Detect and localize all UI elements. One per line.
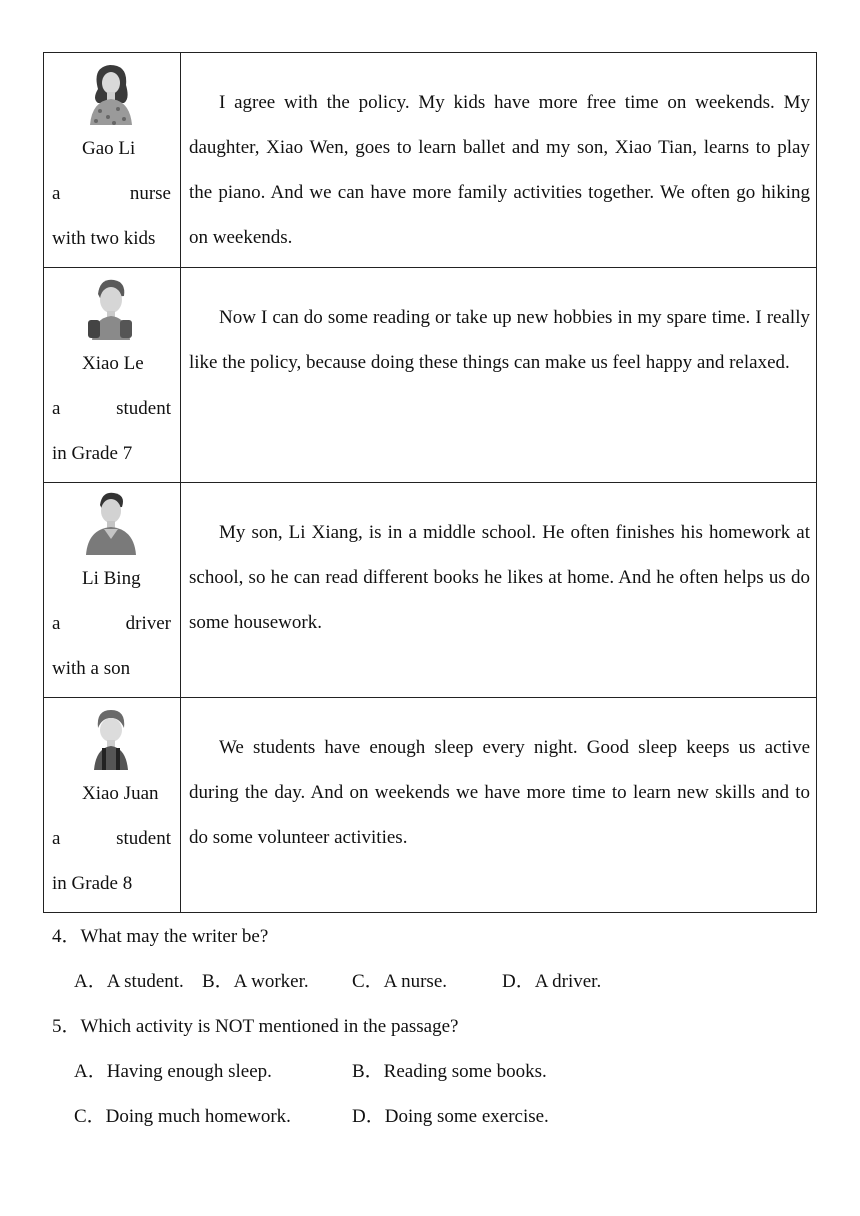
person-desc-line1: a driver [52,613,171,634]
table-row [44,53,817,268]
person-desc-line2: with two kids [52,228,156,249]
person-name: Xiao Le [82,353,144,374]
person-desc-line2: in Grade 7 [52,443,133,464]
person-desc-line1: a student [52,398,171,419]
quote-cell [181,483,817,698]
quote-cell [181,698,817,913]
question-5: 5．Which activity is NOT mentioned in the passage? [52,1016,459,1037]
person-name: Gao Li [82,138,136,159]
question-5-option-d[interactable]: D．Doing some exercise. [352,1106,549,1127]
question-4-option-a[interactable]: A．A student. [74,971,184,992]
person-desc-line2: in Grade 8 [52,873,133,894]
man-portrait-icon [80,489,142,555]
boy-with-backpack-icon [80,274,142,340]
table-row [44,483,817,698]
quote-cell [181,268,817,483]
quote-cell [181,53,817,268]
quote-text: My son, Li Xiang, is in a middle school. He often finishes his homework at school, so he can read different books he likes at home. And he often helps us do some housework. [189,522,810,633]
girl-with-backpack-icon [80,704,142,770]
woman-portrait-icon [80,59,142,125]
question-5-option-a[interactable]: A．Having enough sleep. [74,1061,272,1082]
quote-text: We students have enough sleep every night. Good sleep keeps us active during the day. And on weekends we have more time to learn new skills and to do some volunteer activities. [189,737,810,848]
question-4-option-d[interactable]: D．A driver. [502,971,602,992]
person-desc-line1: a nurse [52,183,171,204]
question-5-option-c[interactable]: C．Doing much homework. [74,1106,291,1127]
person-desc-line2: with a son [52,658,131,679]
opinion-table [43,52,817,913]
person-name: Li Bing [82,568,141,589]
table-row [44,698,817,913]
question-4-option-c[interactable]: C．A nurse. [352,971,448,992]
table-row [44,268,817,483]
person-cell [44,53,181,268]
quote-text: Now I can do some reading or take up new hobbies in my spare time. I really like the policy, because doing these things can make us feel happy and relaxed. [189,307,810,373]
question-4: 4．What may the writer be? [52,926,269,947]
person-desc-line1: a student [52,828,171,849]
person-cell [44,483,181,698]
question-4-option-b[interactable]: B．A worker. [202,971,309,992]
person-cell [44,268,181,483]
person-name: Xiao Juan [82,783,159,804]
person-cell [44,698,181,913]
quote-text: I agree with the policy. My kids have more free time on weekends. My daughter, Xiao Wen, goes to learn ballet and my son, Xiao Tian, learns to play the piano. And we can have more family activities together. We often go hiking on weekends. [189,92,810,248]
question-5-option-b[interactable]: B．Reading some books. [352,1061,547,1082]
